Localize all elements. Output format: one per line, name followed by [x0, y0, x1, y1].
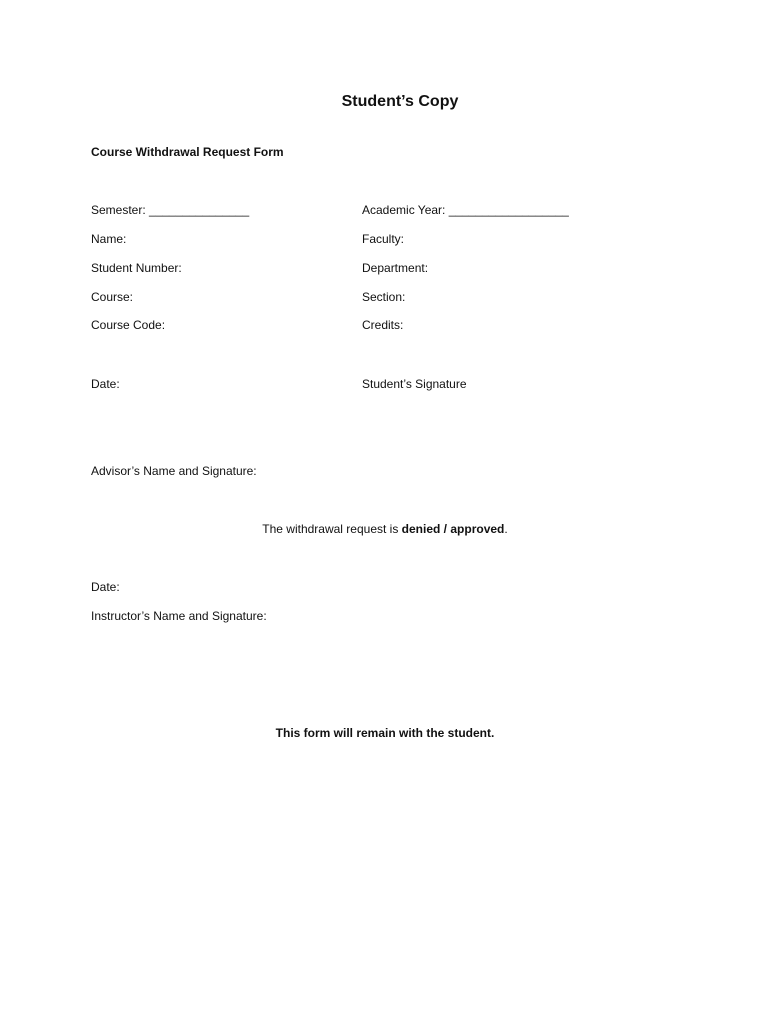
credits-field: Credits:	[362, 318, 404, 332]
student-signature-field: Student’s Signature	[362, 377, 467, 391]
department-field: Department:	[362, 261, 429, 275]
name-field: Name:	[91, 232, 127, 246]
decision-suffix: .	[504, 522, 508, 536]
section-field: Section:	[362, 290, 406, 304]
footer-note: This form will remain with the student.	[275, 726, 495, 740]
decision-approved: approved	[450, 522, 505, 536]
instructor-date-field: Date:	[91, 580, 120, 594]
form-subtitle: Course Withdrawal Request Form	[91, 145, 284, 159]
date-field: Date:	[91, 377, 120, 391]
academic-year-field: Academic Year: __________________	[362, 203, 569, 217]
advisor-signature-field: Advisor’s Name and Signature:	[91, 464, 257, 478]
decision-separator: /	[440, 522, 451, 536]
course-code-field: Course Code:	[91, 318, 166, 332]
instructor-signature-field: Instructor’s Name and Signature:	[91, 609, 267, 623]
decision-statement	[0, 522, 770, 536]
semester-field: Semester: _______________	[91, 203, 250, 217]
course-field: Course:	[91, 290, 134, 304]
decision-denied: denied	[401, 522, 441, 536]
student-number-field: Student Number:	[91, 261, 182, 275]
page-title: Student’s Copy	[341, 93, 459, 110]
faculty-field: Faculty:	[362, 232, 405, 246]
decision-prefix: The withdrawal request is	[262, 522, 402, 536]
